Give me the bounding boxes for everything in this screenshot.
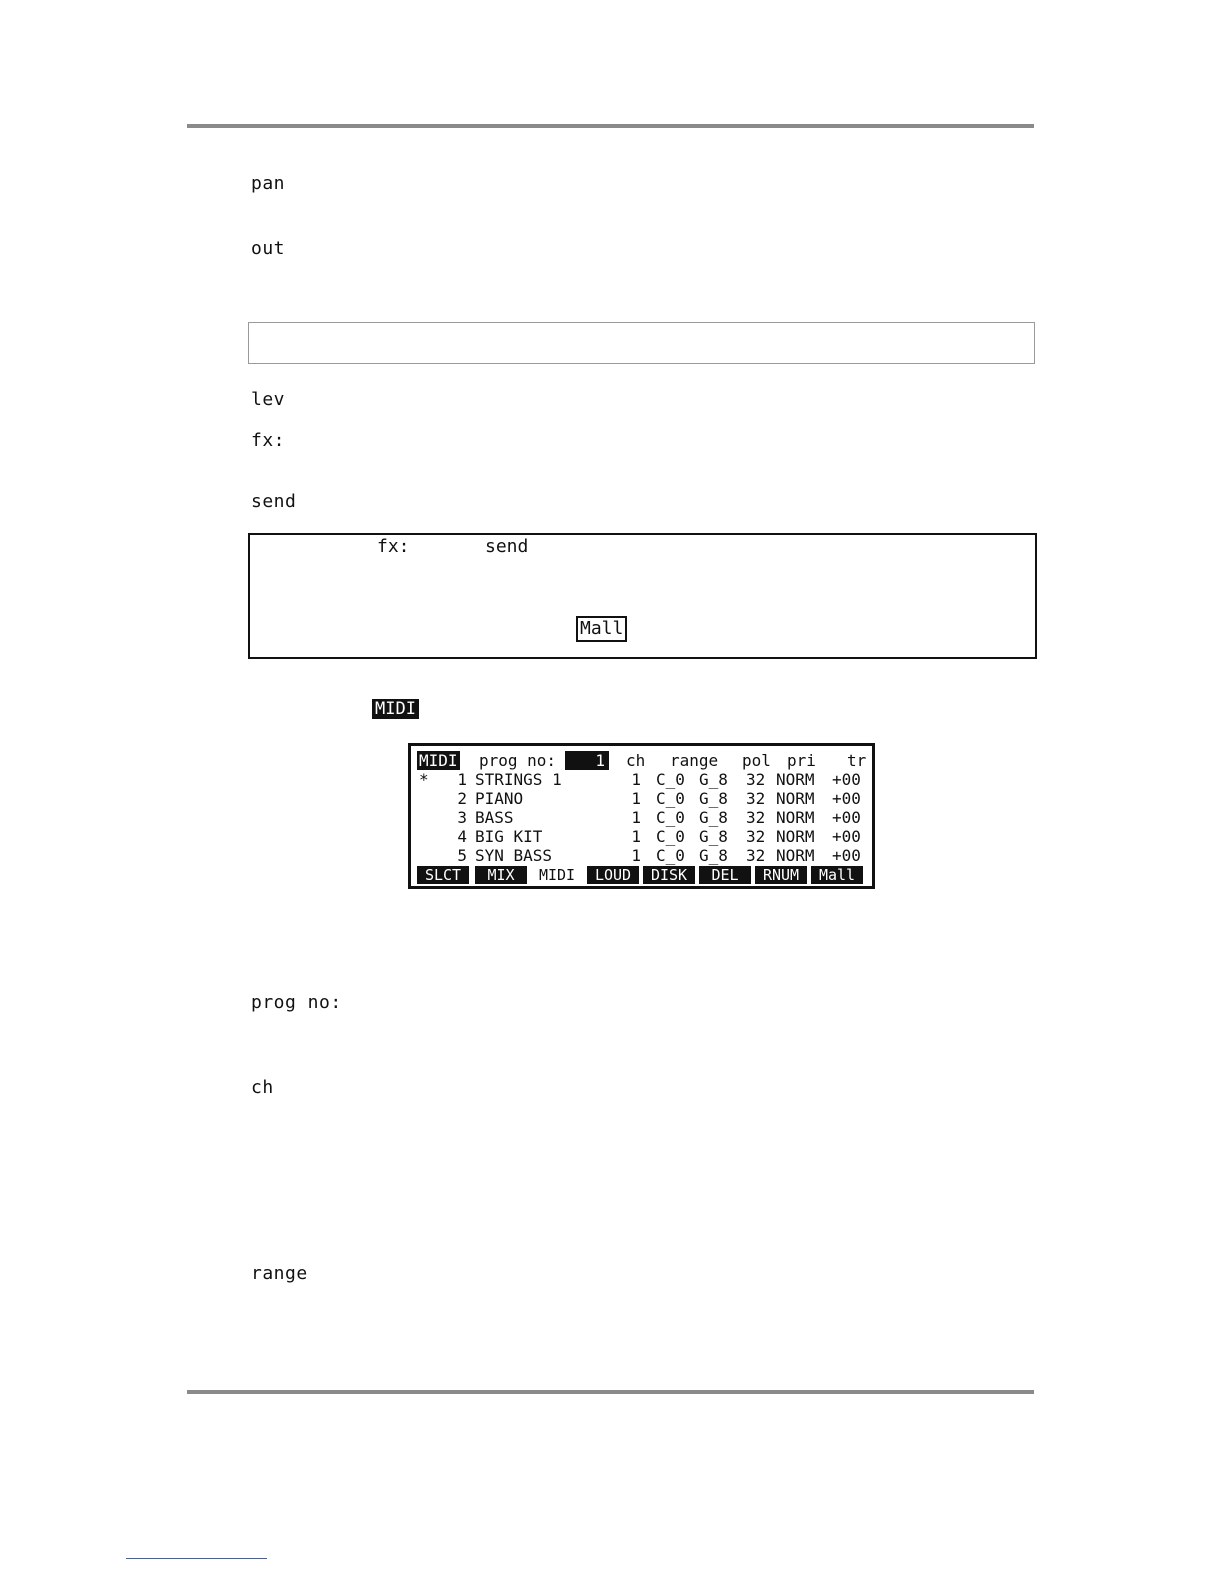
row-pol: 32 [746,770,766,789]
lcd-mode: MIDI [419,751,458,770]
softkey-midi[interactable]: MIDI [531,866,583,884]
row-range-hi: G_8 [699,789,728,808]
lcd-screen [408,743,875,889]
row-num: 1 [457,770,467,789]
row-pri: NORM [776,770,815,789]
row-num: 3 [457,808,467,827]
term-fx: fx: [251,430,286,451]
softkey-mix[interactable]: MIX [475,866,527,884]
empty-box [248,322,1035,364]
term-send: send [251,491,297,512]
row-range-hi: G_8 [699,770,728,789]
softkey-rnum[interactable]: RNUM [755,866,807,884]
table-row[interactable] [417,770,866,789]
term-prog-no: prog no: [251,992,342,1013]
term-ch: ch [251,1077,274,1098]
note-mall-key: Mall [576,616,627,642]
table-row[interactable] [417,827,866,846]
lcd-prog-value[interactable]: 1 [565,751,609,770]
row-pol: 32 [746,846,766,865]
term-lev: lev [251,389,286,410]
row-name: PIANO [475,789,524,808]
table-row[interactable] [417,789,866,808]
row-range-lo: C_0 [656,827,685,846]
softkey-mall[interactable]: Mall [811,866,863,884]
row-num: 4 [457,827,467,846]
midi-key-label: MIDI [372,699,419,719]
row-pri: NORM [776,808,815,827]
term-range: range [251,1263,308,1284]
term-pan: pan [251,173,286,194]
row-range-lo: C_0 [656,789,685,808]
table-row[interactable] [417,808,866,827]
row-num: 2 [457,789,467,808]
row-range-hi: G_8 [699,827,728,846]
lcd-col-tr: tr [847,751,867,770]
row-range-lo: C_0 [656,808,685,827]
row-tr: +00 [832,789,861,808]
softkey-del[interactable]: DEL [699,866,751,884]
row-ch: 1 [631,846,641,865]
softkey-bar [417,866,866,884]
lcd-prog-label: prog no: [479,751,557,770]
row-ch: 1 [631,827,641,846]
row-tr: +00 [832,808,861,827]
row-tr: +00 [832,770,861,789]
row-pol: 32 [746,808,766,827]
lcd-col-pol: pol [742,751,771,770]
row-ch: 1 [631,770,641,789]
row-pri: NORM [776,789,815,808]
row-pri: NORM [776,846,815,865]
table-row[interactable] [417,846,866,865]
bottom-rule [187,1390,1034,1394]
softkey-loud[interactable]: LOUD [587,866,639,884]
lcd-col-ch: ch [626,751,646,770]
row-mark: * [419,770,429,789]
row-range-lo: C_0 [656,770,685,789]
row-num: 5 [457,846,467,865]
row-tr: +00 [832,846,861,865]
top-rule [187,124,1034,128]
row-name: STRINGS 1 [475,770,562,789]
row-name: SYN BASS [475,846,553,865]
row-range-hi: G_8 [699,808,728,827]
row-ch: 1 [631,789,641,808]
note-fx: fx: [377,536,410,557]
row-name: BIG KIT [475,827,543,846]
row-pol: 32 [746,789,766,808]
row-ch: 1 [631,808,641,827]
row-range-hi: G_8 [699,846,728,865]
note-send: send [485,536,529,557]
lcd-header [417,751,866,770]
footer-link-underline[interactable] [126,1558,267,1559]
note-box [248,533,1037,659]
lcd-col-pri: pri [787,751,816,770]
softkey-disk[interactable]: DISK [643,866,695,884]
row-pol: 32 [746,827,766,846]
row-name: BASS [475,808,514,827]
term-out: out [251,238,286,259]
softkey-slct[interactable]: SLCT [417,866,469,884]
row-range-lo: C_0 [656,846,685,865]
row-pri: NORM [776,827,815,846]
row-tr: +00 [832,827,861,846]
lcd-col-range: range [670,751,719,770]
